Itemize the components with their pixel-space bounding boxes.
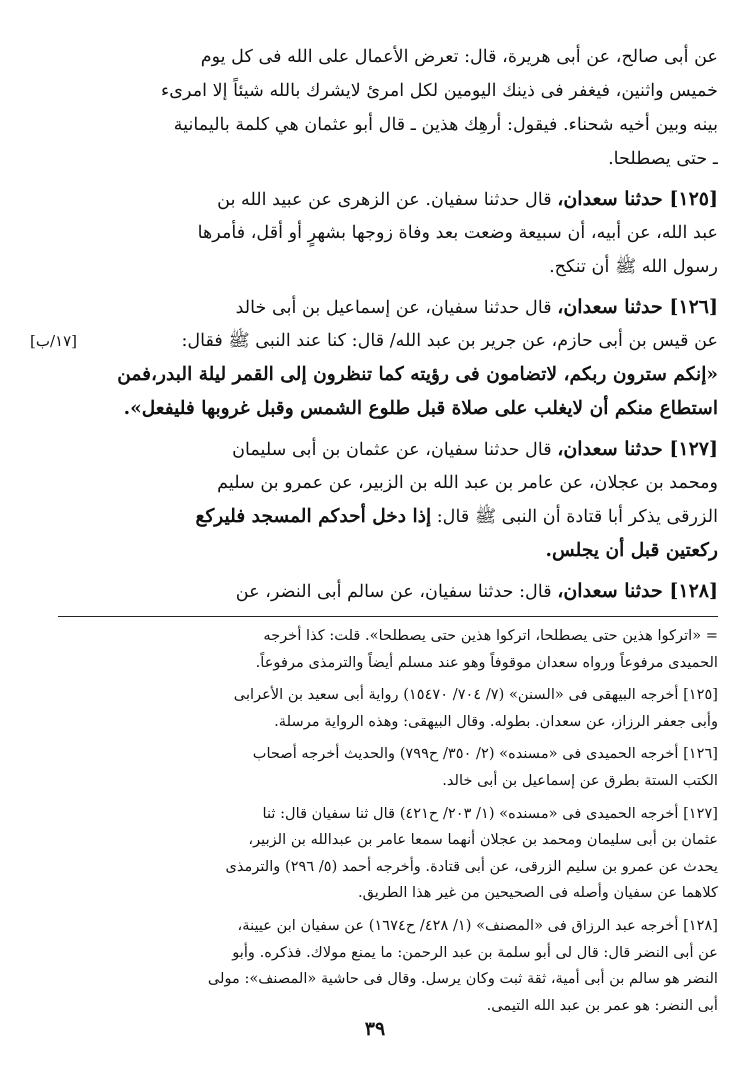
footnote <box>58 623 718 676</box>
text-line: قال: حدثنا سفيان، عن سالم أبى النضر، عن <box>235 582 558 602</box>
page-number: ٣٩ <box>364 1018 386 1040</box>
footnote-line: عن أبى النضر قال: قال لى أبو سلمة بن عبد الرحمن: ما يمنع مولاك. فذكره. وأبو <box>232 943 718 961</box>
footnote-divider <box>58 616 718 617</box>
text-line: عبد الله، عن أبيه، أن سبيعة وضعت بعد وفاة زوجها بشهرٍ أو أقل، فأمرها <box>197 223 718 243</box>
text-line: رسول الله ﷺ أن تنكح. <box>549 257 718 277</box>
text-line: قال حدثنا سفيان، عن عثمان بن أبى سليمان <box>232 440 558 460</box>
folio-marker: [١٧/ب] <box>30 332 78 350</box>
hadith-text: «إنكم سترون ربكم، لاتضامون فى رؤيته كما تنظرون إلى القمر ليلة البدر،فمن <box>117 364 718 385</box>
footnote-line: [١٢٦] أخرجه الحميدى فى «مسنده» (٢/ ٣٥٠/ ح٧٩٩) والحديث أخرجه أصحاب <box>252 745 718 763</box>
hadith-126 <box>30 290 718 426</box>
hadith-127 <box>58 432 718 568</box>
footnote-line: [١٢٧] أخرجه الحميدى فى «مسنده» (١/ ٢٠٣/ ح٤٢١) قال ثنا سفيان قال: ثنا <box>262 804 718 822</box>
footnote-line: عثمان بن أبى سليمان ومحمد بن عجلان أنهما سمعا عامر بن عبدالله بن الزبير، <box>248 831 718 849</box>
hadith-text: إذا دخل أحدكم المسجد فليركع <box>195 506 432 527</box>
footnote-line: [١٢٨] أخرجه عبد الرزاق فى «المصنف» (١/ ٤٢٨/ ح١٦٧٤) عن سفيان ابن عيينة، <box>237 916 718 934</box>
text-line: قال حدثنا سفيان. عن الزهرى عن عبيد الله بن <box>217 190 558 210</box>
footnote-line: أبى النضر: هو عمر بن عبد الله التيمى. <box>486 996 718 1014</box>
hadith-128 <box>58 574 718 608</box>
text-line: عن قيس بن أبى حازم، عن جرير بن عبد الله/ قال: كنا عند النبى ﷺ فقال: <box>181 331 718 351</box>
footnotes <box>58 623 718 1019</box>
footnote <box>58 741 718 794</box>
hadith-heading: [١٢٨] حدثنا سعدان، <box>557 580 718 602</box>
footnote-line: الحميدى مرفوعاً ورواه سعدان موقوفاً وهو عند مسلم أيضاً والترمذى مرفوعاً. <box>255 653 718 671</box>
hadith-125 <box>58 182 718 284</box>
text-line: ـ حتى يصطلحا. <box>608 149 718 169</box>
footnote <box>58 682 718 735</box>
paragraph-continuation <box>58 40 718 176</box>
text-line: خميس واثنين، فيغفر فى ذينك اليومين لكل امرئ لايشرك بالله شيئاً إلا امرىء <box>160 81 718 101</box>
footnote-line: النضر هو سالم بن أبى أمية، ثقة ثبت وكان يرسل. وقال فى حاشية «المصنف»: مولى <box>207 970 718 988</box>
page-body <box>30 40 718 1019</box>
main-text <box>30 40 718 608</box>
hadith-text: استطاع منكم أن لايغلب على صلاة قبل طلوع الشمس وقبل غروبها فليفعل». <box>123 398 718 419</box>
hadith-text: ركعتين قبل أن يجلس. <box>545 540 718 561</box>
hadith-heading: [١٢٧] حدثنا سعدان، <box>557 438 718 460</box>
hadith-heading: [١٢٥] حدثنا سعدان، <box>557 188 718 210</box>
footnote-line: يحدث عن عمرو بن سليم الزرقى، عن أبى قتادة. وأخرجه أحمد (٥/ ٢٩٦) والترمذى <box>225 857 718 875</box>
footnote-line: وأبى جعفر الرزاز، عن سعدان. بطوله. وقال البيهقى: وهذه الرواية مرسلة. <box>274 712 718 730</box>
footnote-line: كلاهما عن سفيان وأصله فى الصحيحين من غير هذا الطريق. <box>357 884 718 902</box>
text-line: قال حدثنا سفيان، عن إسماعيل بن أبى خالد <box>235 298 558 318</box>
footnote <box>58 913 718 1019</box>
text-line: بينه وبين أخيه شحناء. فيقول: أرهِك هذين ـ قال أبو عثمان هي كلمة باليمانية <box>173 115 718 135</box>
footnote-line: [١٢٥] أخرجه البيهقى فى «السنن» (٧/ ٧٠٤/ ١٥٤٧٠) رواية أبى سعيد بن الأعرابى <box>233 686 718 704</box>
text-line: عن أبى صالح، عن أبى هريرة، قال: تعرض الأعمال على الله فى كل يوم <box>200 47 718 67</box>
hadith-heading: [١٢٦] حدثنا سعدان، <box>557 296 718 318</box>
footnote-line: الكتب الستة بطرق عن إسماعيل بن أبى خالد. <box>442 771 718 789</box>
footnote <box>58 801 718 907</box>
text-line: الزرقى يذكر أبا قتادة أن النبى ﷺ قال: <box>431 507 718 527</box>
text-line: ومحمد بن عجلان، عن عامر بن عبد الله بن الزبير، عن عمرو بن سليم <box>217 473 718 493</box>
footnote-line: = «اتركوا هذين حتى يصطلحا، اتركوا هذين حتى يصطلحا». قلت: كذا أخرجه <box>263 627 718 644</box>
